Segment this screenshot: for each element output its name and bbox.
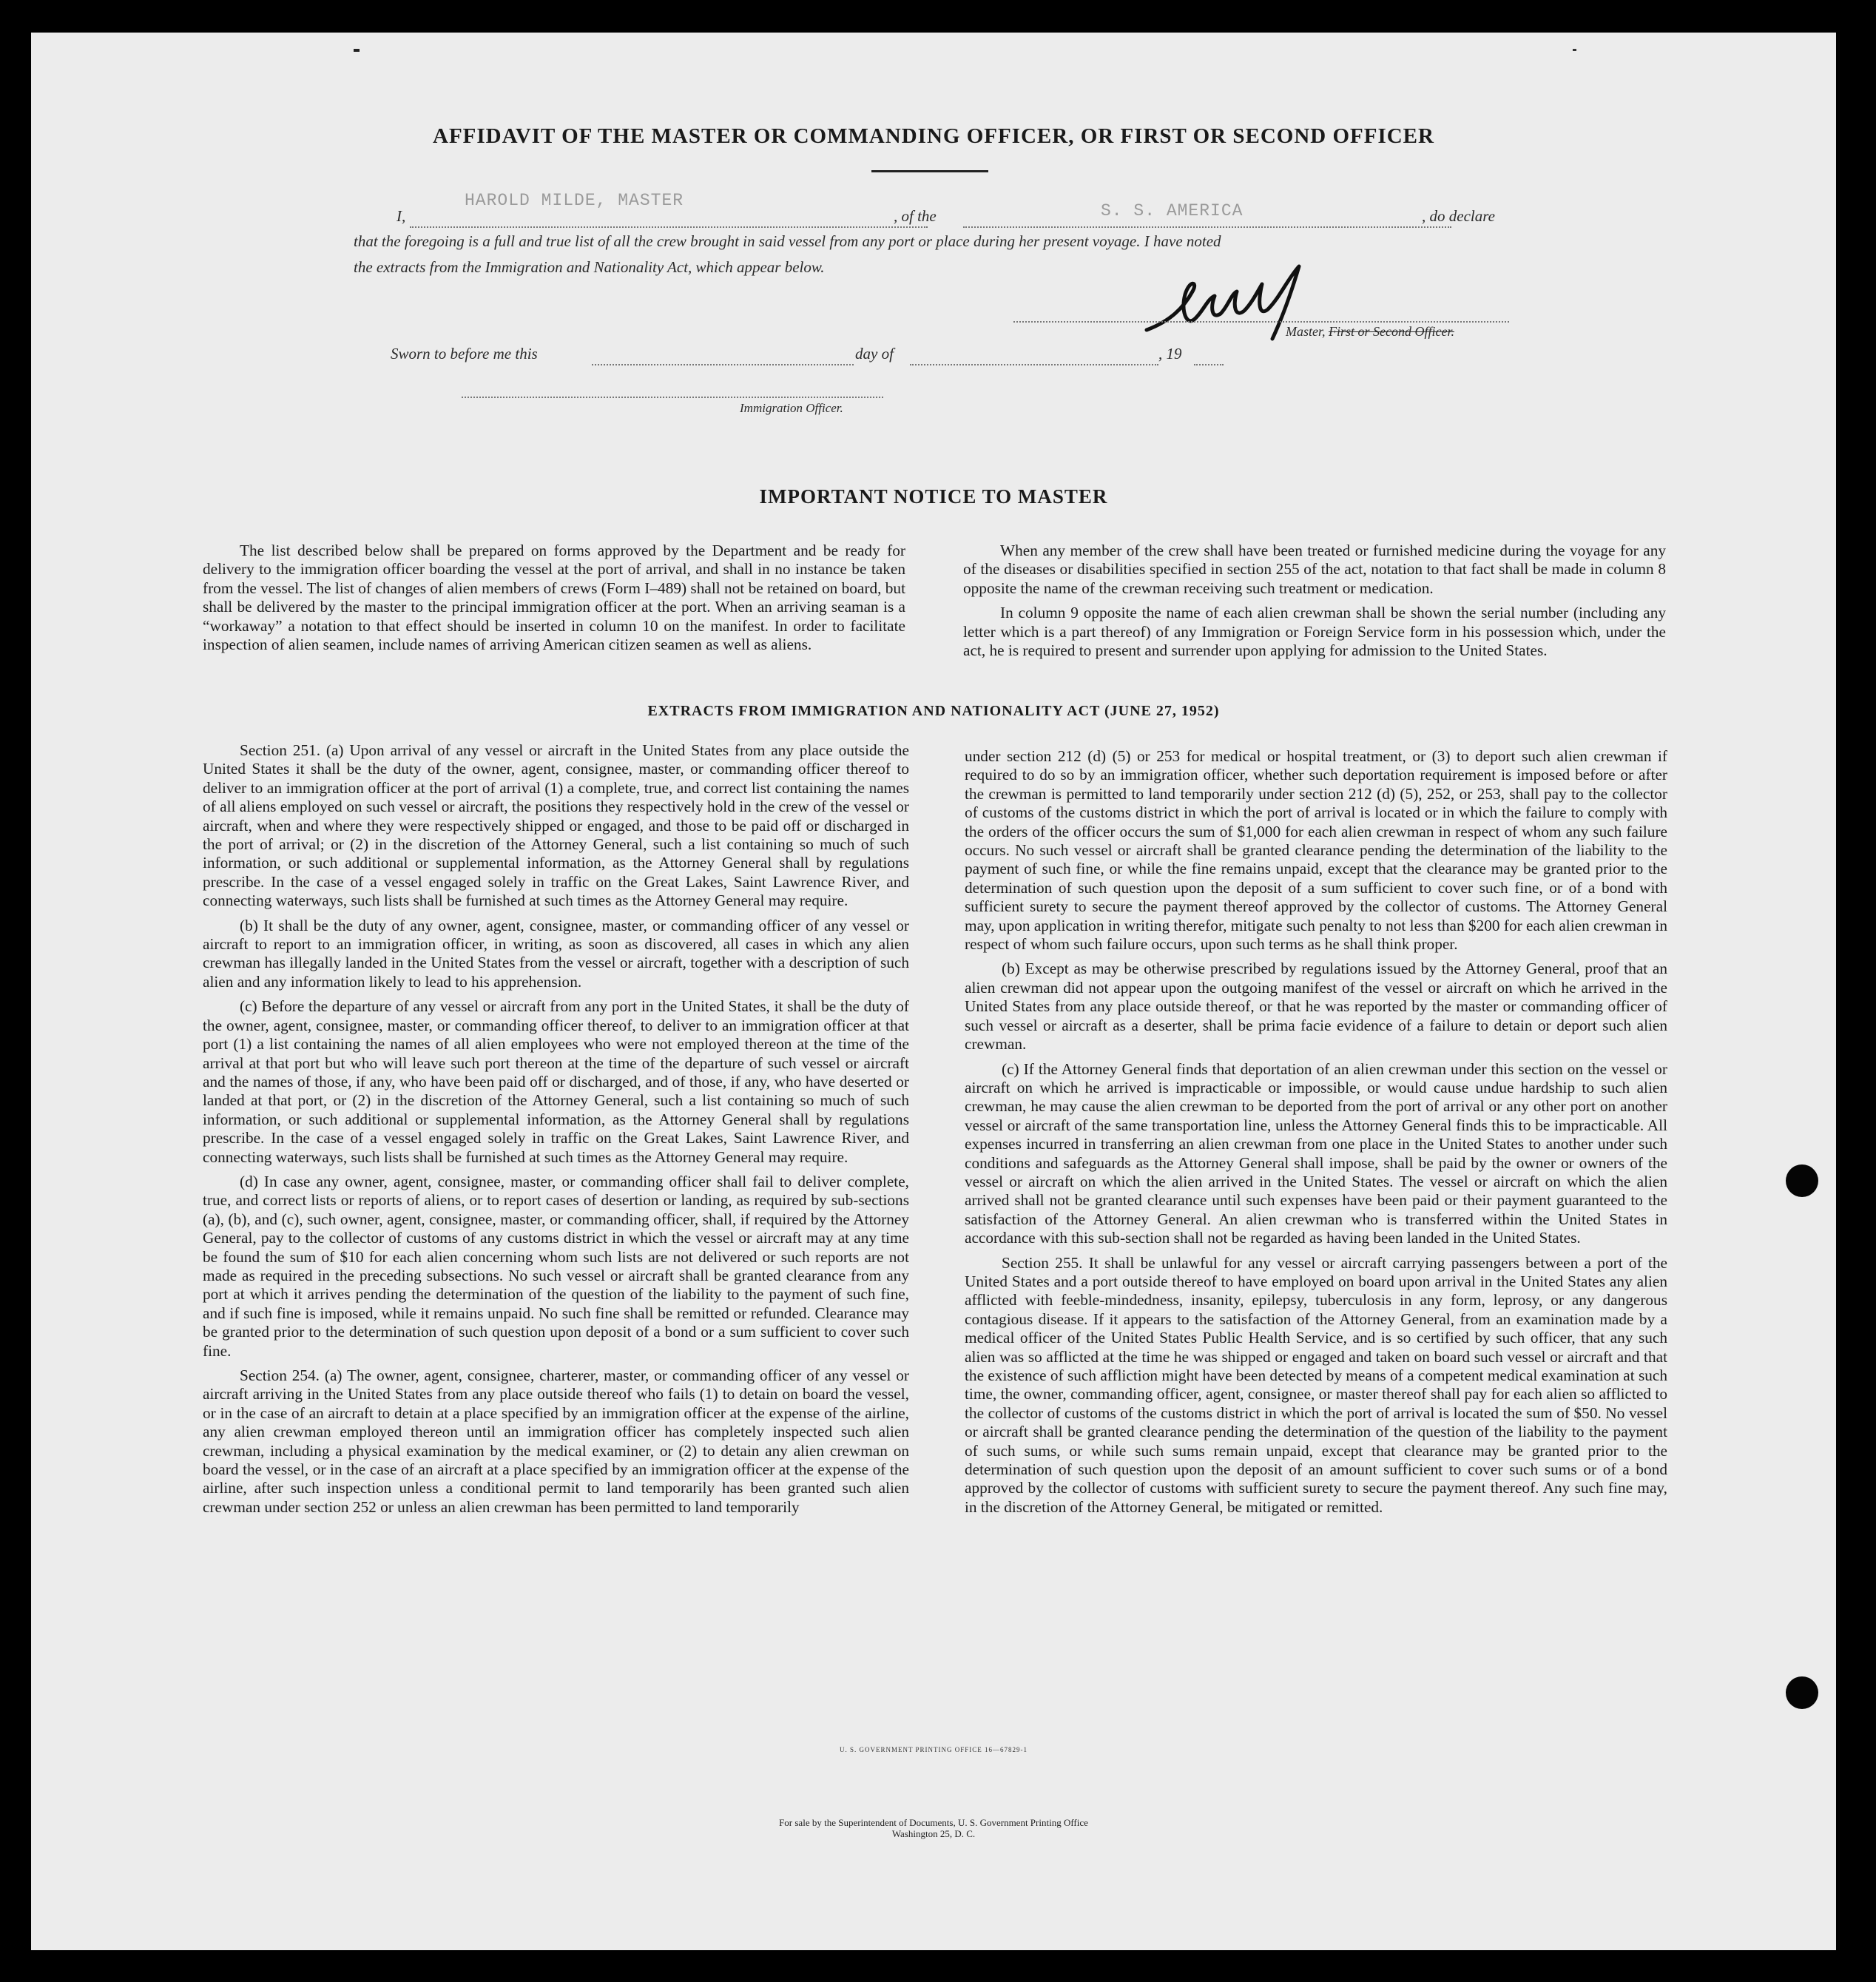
master-name: HAROLD MILDE, MASTER [465, 191, 684, 210]
title-divider [871, 170, 988, 172]
affidavit-statement-line: that the foregoing is a full and true list of all the crew brought in said vessel from any port or place during her present voyage. I have noted [354, 232, 1221, 250]
section-254c: (c) If the Attorney General finds that deportation of an alien crewman under this section on the vessel or aircraft on which he arrived is impracticable or impossible, or would cause undue hardship to such alien crewman, he may cause the alien crewman to be deported from the port of arrival or any other port on another vessel or aircraft of the same transportation line, unless the Attorney General finds this to be impracticable. All expenses incurred in transferring an alien crewman from one place in the United States to another under such conditions and safeguards as the Attorney General shall impose, shall be paid by the owner or owners of the vessel or aircraft on which the alien arrived in the United States. The vessel or aircraft on which the alien arrived shall not be granted clearance until such expenses have been paid or their payment guaranteed to the satisfaction of the Attorney General. An alien crewman who is transferred within the United States in accordance with this sub-section shall not be regarded as having been landed in the United States. [965, 1059, 1667, 1247]
punch-hole [1786, 1164, 1818, 1197]
section-255: Section 255. It shall be unlawful for any vessel or aircraft carrying passengers between a port of the United States and a port outside thereof to have employed on board upon arrival in the United States any alien afflicted with feeble-mindedness, insanity, epilepsy, tuberculosis in any form, leprosy, or any dangerous contagious disease. If it appears to the satisfaction of the Attorney General, from an examination made by a medical officer of the United States Public Health Service, and is so certified by such officer, that any such alien was so afflicted at the time he was shipped or engaged and taken on board such vessel or aircraft and that the existence of such affliction might have been detected by means of a competent medical examination at such time, the owner, commanding officer, agent, consignee, or master thereof shall pay for each alien so afflicted to the collector of customs of the customs district in which the port of arrival is located the sum of $50. No vessel or aircraft shall be granted clearance pending the determination of the question of the liability to the payment of such sums, or while such sums remain unpaid, except that clearance may be granted prior to the determination of such question upon the deposit of an amount sufficient to cover such sums or of a bond approved by the collector of customs with sufficient surety to secure the payment thereof. Any such fine may, in the discretion of the Attorney General, be mitigated or remitted. [965, 1253, 1667, 1516]
vessel-line [963, 226, 1451, 228]
affidavit-title: AFFIDAVIT OF THE MASTER OR COMMANDING OFFICER, OR FIRST OR SECOND OFFICER [433, 124, 1434, 148]
notice-right-column [963, 542, 1666, 666]
sale-notice [31, 1817, 1836, 1839]
notice-left-column [203, 542, 905, 660]
sworn-day-line [592, 364, 854, 365]
section-254a: Section 254. (a) The owner, agent, consignee, charterer, master, or commanding officer of any vessel or aircraft arriving in the United States from any place outside thereof who fails (1) to detain on board the vessel, or in the case of an aircraft to detain at a place specified by an immigration officer at the expense of the airline, any alien crewman employed thereon until an immigration officer has completely inspected such alien crewman, including a physical examination by the medical examiner, or (2) to detain any alien crewman on board the vessel, or in the case of an aircraft at a place specified by an immigration officer at the expense of the airline, after such inspection unless a conditional permit to land temporarily has been granted such alien crewman under section 252 or unless an alien crewman has been permitted to land temporarily [203, 1366, 909, 1516]
do-declare-label: , do declare [1422, 207, 1495, 225]
signer-title-master: Master, [1286, 324, 1326, 339]
officer-signature-line [462, 397, 883, 398]
extracts-right-column [965, 747, 1667, 1523]
scan-speck [1573, 49, 1576, 51]
scan-speck [354, 49, 360, 52]
affidavit-statement-line-2: the extracts from the Immigration and Nationality Act, which appear below. [354, 258, 825, 276]
vessel-name: S. S. AMERICA [1101, 201, 1244, 220]
section-254a-continued: under section 212 (d) (5) or 253 for medical or hospital treatment, or (3) to deport such alien crewman if required to do so by an immigration officer, whether such deportation requirement is imposed before or after the crewman is permitted to land temporarily under section 212 (d) (5), 252, or 253, shall pay to the collector of customs of the customs district in which the port of arrival is located or in which the failure to comply with the orders of the officer occurs the sum of $1,000 for each alien crewman in respect of whom any such failure occurs. No such vessel or aircraft shall be granted clearance pending the determination of the liability to the payment of such fine, or while the fine remains unpaid, except that the clearance may be granted prior to the determination of such question upon the deposit of a sum sufficient to cover such fine, or of a bond with sufficient surety to secure the payment thereof approved by the collector of customs. The Attorney General may, upon application in writing therefor, mitigate such penalty to not less than $200 for each alien crewman in respect of whom such failure occurs, upon such terms as he shall think proper. [965, 747, 1667, 954]
immigration-officer-label: Immigration Officer. [740, 401, 843, 415]
signer-title-struck: First or Second Officer. [1329, 324, 1454, 339]
affidavit-i-label: I, [397, 207, 406, 225]
extracts-left-column [203, 741, 909, 1523]
section-251a: Section 251. (a) Upon arrival of any vessel or aircraft in the United States from any place outside the United States it shall be the duty of the owner, agent, consignee, master, or commanding officer thereof to deliver to an immigration officer at the port of arrival (1) a complete, true, and correct list containing the names of all aliens employed on such vessel or aircraft, the positions they respectively hold in the crew of the vessel or aircraft, when and where they were respectively shipped or engaged, and those to be paid off or discharged in the port of arrival; or (2) in the discretion of the Attorney General, such a list containing so much of such information, or such additional or supplemental information, as the Attorney General shall by regulations prescribe. In the case of a vessel engaged solely in traffic on the Great Lakes, Saint Lawrence River, and connecting waterways, such lists shall be furnished at such times as the Attorney General may require. [203, 741, 909, 910]
section-251b: (b) It shall be the duty of any owner, agent, consignee, master, or commanding officer of any vessel or aircraft to report to an immigration officer, in writing, as soon as discovered, all cases in which any alien crewman has illegally landed in the United States from the vessel or aircraft, together with a description of such alien and any information likely to lead to his apprehension. [203, 916, 909, 991]
year-label: , 19 [1158, 345, 1182, 363]
sworn-month-line [910, 364, 1158, 365]
name-line [410, 226, 928, 228]
notice-paragraph: In column 9 opposite the name of each alien crewman shall be shown the serial number (including any letter which is a part thereof) of any Immigration or Foreign Service form in his possession which, under the act, he is required to present and surrender upon applying for admission to the United States. [963, 604, 1666, 660]
document-page [31, 33, 1836, 1950]
notice-paragraph: When any member of the crew shall have been treated or furnished medicine during the voyage for any of the diseases or disabilities specified in section 255 of the act, notation to that fact shall be made in column 8 opposite the name of the crewman receiving such treatment or medication. [963, 542, 1666, 597]
printer-imprint: U. S. GOVERNMENT PRINTING OFFICE 16—67829-1 [839, 1746, 1028, 1753]
section-254b: (b) Except as may be otherwise prescribed by regulations issued by the Attorney General, proof that an alien crewman did not appear upon the outgoing manifest of the vessel or aircraft on which he arrived in the United States from any place outside thereof, or that he was reported by the master or commanding officer of such vessel or aircraft as a deserter, shall be prima facie evidence of a failure to detain or deport such alien crewman. [965, 960, 1667, 1054]
day-of-label: day of [855, 345, 894, 363]
extracts-title: EXTRACTS FROM IMMIGRATION AND NATIONALITY ACT (JUNE 27, 1952) [647, 703, 1220, 719]
signer-title [1286, 324, 1454, 340]
of-the-label: , of the [894, 207, 937, 225]
punch-hole [1786, 1676, 1818, 1709]
year-line [1194, 364, 1224, 365]
sale-line-1: For sale by the Superintendent of Documents, U. S. Government Printing Office [779, 1817, 1088, 1828]
notice-paragraph: The list described below shall be prepared on forms approved by the Department and be ready for delivery to the immigration officer boarding the vessel at the port of arrival, and shall in no instance be taken from the vessel. The list of changes of alien members of crews (Form I–489) shall not be retained on board, but shall be delivered by the master to the principal immigration officer at the port. When an arriving seaman is a “workaway” a notation to that effect should be inserted in column 10 on the manifest. In order to facilitate inspection of alien seamen, include names of arriving American citizen seamen as well as aliens. [203, 542, 905, 654]
section-251d: (d) In case any owner, agent, consignee, master, or commanding officer shall fail to deliver complete, true, and correct lists or reports of aliens, or to report cases of desertion or landing, as required by sub-sections (a), (b), and (c), such owner, agent, consignee, master, or commanding officer, shall, if required by the Attorney General, pay to the collector of customs of any customs district in which the vessel or aircraft may at any time be found the sum of $10 for each alien concerning whom such lists are not delivered or such reports are not made as required in the preceding subsections. No such vessel or aircraft shall be granted clearance from any port at which it arrives pending the determination of the question of the liability to the payment of such fine, and if such fine is imposed, while it remains unpaid. No such fine shall be remitted or refunded. Clearance may be granted prior to the determination of such question upon deposit of a bond or a sum sufficient to cover such fine. [203, 1172, 909, 1360]
notice-title: IMPORTANT NOTICE TO MASTER [759, 485, 1108, 508]
signature-line [1013, 321, 1509, 323]
sworn-label: Sworn to before me this [391, 345, 538, 363]
section-251c: (c) Before the departure of any vessel or aircraft from any port in the United States, it shall be the duty of the owner, agent, consignee, master, or commanding officer thereof, to deliver to an immigration officer at that port (1) a list containing the names of all alien employees who were not employed thereon at the time of the arrival at that port but who will leave such port thereon at the time of the departure of such vessel or aircraft and the names of those, if any, who have been paid off or discharged, and of those, if any, who have deserted or landed at that port, or (2) in the discretion of the Attorney General, such a list containing so much of such information, or such additional or supplemental information, as the Attorney General shall by regulations prescribe. In the case of a vessel engaged solely in traffic on the Great Lakes, Saint Lawrence River, and connecting waterways, such lists shall be furnished at such times as the Attorney General may require. [203, 997, 909, 1166]
sale-line-2: Washington 25, D. C. [891, 1828, 976, 1839]
